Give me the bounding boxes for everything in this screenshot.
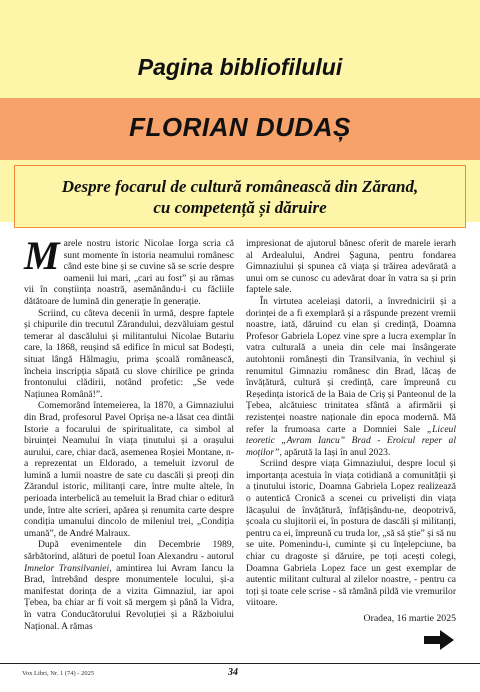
paragraph-4-italic: Imnelor Transilvaniei bbox=[24, 562, 110, 574]
article-title-box bbox=[14, 165, 466, 228]
paragraph-2: Scriind, cu câteva decenii în urmă, despre faptele și chipurile din trecutul Zărandului, dezvăluiam gestul temerar al dascălului și militantului Nicolae Butariu care, la 1868, reușind să edifice în micul sat Bodești, situat lângă Hălmagiu, prima școală românească, încheia inscripția săpată cu slove chirilice pe grinda frontonului clădirii, notând profetic: „Se vede Națiunea Română!”. bbox=[24, 307, 234, 400]
page-number: 34 bbox=[228, 667, 238, 678]
publication-info: Vox Libri, Nr. 1 (74) - 2025 bbox=[22, 670, 95, 677]
paragraph-5: impresionat de ajutorul bănesc oferit de marele ierarh al Ardealului, Andrei Șaguna, pentru fondarea Gimnaziului și spunea că viața și trăirea adevărată a unui om se cunosc cu adevărat doar în vatra sa și prin faptele sale. bbox=[246, 238, 456, 296]
article-title-line-2: cu competență și dăruire bbox=[153, 197, 327, 217]
arrow-right-icon[interactable] bbox=[424, 630, 454, 650]
paragraph-4-text-b: , amintirea lui Avram Iancu la Brad, întrebând despre monumentele locului, și-a manifestat dorința de a vizita Gimnaziul, iar apoi Țebea, ba chiar ar fi voit să mergem și până la Vidra, în vatra Conducătorului Revoluției și a Războiului Național. A rămas bbox=[24, 562, 234, 632]
paragraph-3: Comemorând întemeierea, la 1870, a Gimnaziului din Brad, profesorul Pavel Oprișa ne-a lăsat cea dintâi Istorie a focarului de spiritualitate, ca simbol al biruinței Neamului în viața ținutului și a orașului aurului, care, chiar dacă, asemenea Roșiei Montane, n-a reprezentat un Eldorado, a temeluit izvorul de lumină a lumii noastre de sate cu dascăli și preoți din Zărandul istoric, militanți care, între multe altele, în perioada interbelică au temeluit la Brad chiar o editură unde, între alte scrieri, apărea și renumita carte despre condiția umanului dincolo de mileniul trei, „Condiția umană”, de André Malraux. bbox=[24, 400, 234, 539]
column-right bbox=[246, 238, 456, 656]
paragraph-6-text-b: , apărută la Iași în anul 2023. bbox=[279, 446, 391, 458]
article-title-line-1: Despre focarul de cultură românească din Zărand, bbox=[61, 176, 419, 196]
paragraph-7: Scriind despre viața Gimnaziului, despre locul și importanța acestuia în viața cotidiană a comunității și a ținutului istoric, Doamna Gabriela Lopez realizează o autentică Cronică a scenei cu priveliști din viața lăcașului de învățătură, înfățișându-ne, deopotrivă, școala cu slujitorii ei, în postura de dascăli și militanți, pentru ca ei, împreună cu truda lor, „să să știe” și să nu se uite. Pomenindu-i, cuminte și cu înțelepciune, ba chiar cu dragoste și dăruire, pe toți acești colegi, Doamna Gabriela Lopez face un gest exemplar de autentic militant cultural al zilelor noastre, - pentru ca toți și toate cele scrise - să rămână pildă vie vremurilor viitoare. bbox=[246, 458, 456, 609]
header-band-top bbox=[0, 0, 480, 98]
author-name: FLORIAN DUDAȘ bbox=[129, 112, 351, 142]
paragraph-4 bbox=[24, 539, 234, 632]
paragraph-6-italic: „Liceul teoretic „Avram Iancu” Brad - Eroicul reper al moților” bbox=[246, 423, 456, 458]
paragraph-1-text: arele nostru istoric Nicolae Iorga scria că sunt momente în istoria neamului românesc când este bine și se cuvine să se scrie despre oamenii lui mari, „cari au fost” și au rămas vii în conștiința noastră, asemănându-i cu făcliile dătătoare de lumină din generație în generație. bbox=[24, 238, 234, 307]
section-title: Pagina bibliofilului bbox=[137, 54, 343, 80]
dropcap: M bbox=[24, 233, 60, 278]
signature-date: Oradea, 16 martie 2025 bbox=[363, 613, 456, 624]
paragraph-4-text-a: După evenimentele din Decembrie 1989, sărbătorind, alături de poetul Ioan Alexandru - autorul bbox=[24, 539, 234, 563]
paragraph-6-text-a: În virtutea aceleiași datorii, a învrednicirii și a dorinței de a fi exemplară și a răspunde prezent vremii noastre, iată, dăruind cu elan și credință, Doamna Profesor Gabriela Lopez vine spre a lucra exemplar în vatra culturală a uneia din cele mai însângerate autohtonii românești din Transilvania, în vechiul și renumitul Gimnaziu românesc din Brad, lăcaș de învățătură, cultură și credință, care împreună cu Reședința istorică de la Baia de Criș și Panteonul de la Țebea, alcătuiesc trinitatea sfântă a afirmării și rezistenței noastre naționale din epoca modernă. Mă refer la frumoasa carte a Domniei Sale bbox=[246, 295, 456, 435]
column-left bbox=[24, 233, 234, 656]
paragraph-1 bbox=[24, 233, 234, 308]
paragraph-6 bbox=[246, 296, 456, 458]
article-body bbox=[24, 233, 456, 656]
